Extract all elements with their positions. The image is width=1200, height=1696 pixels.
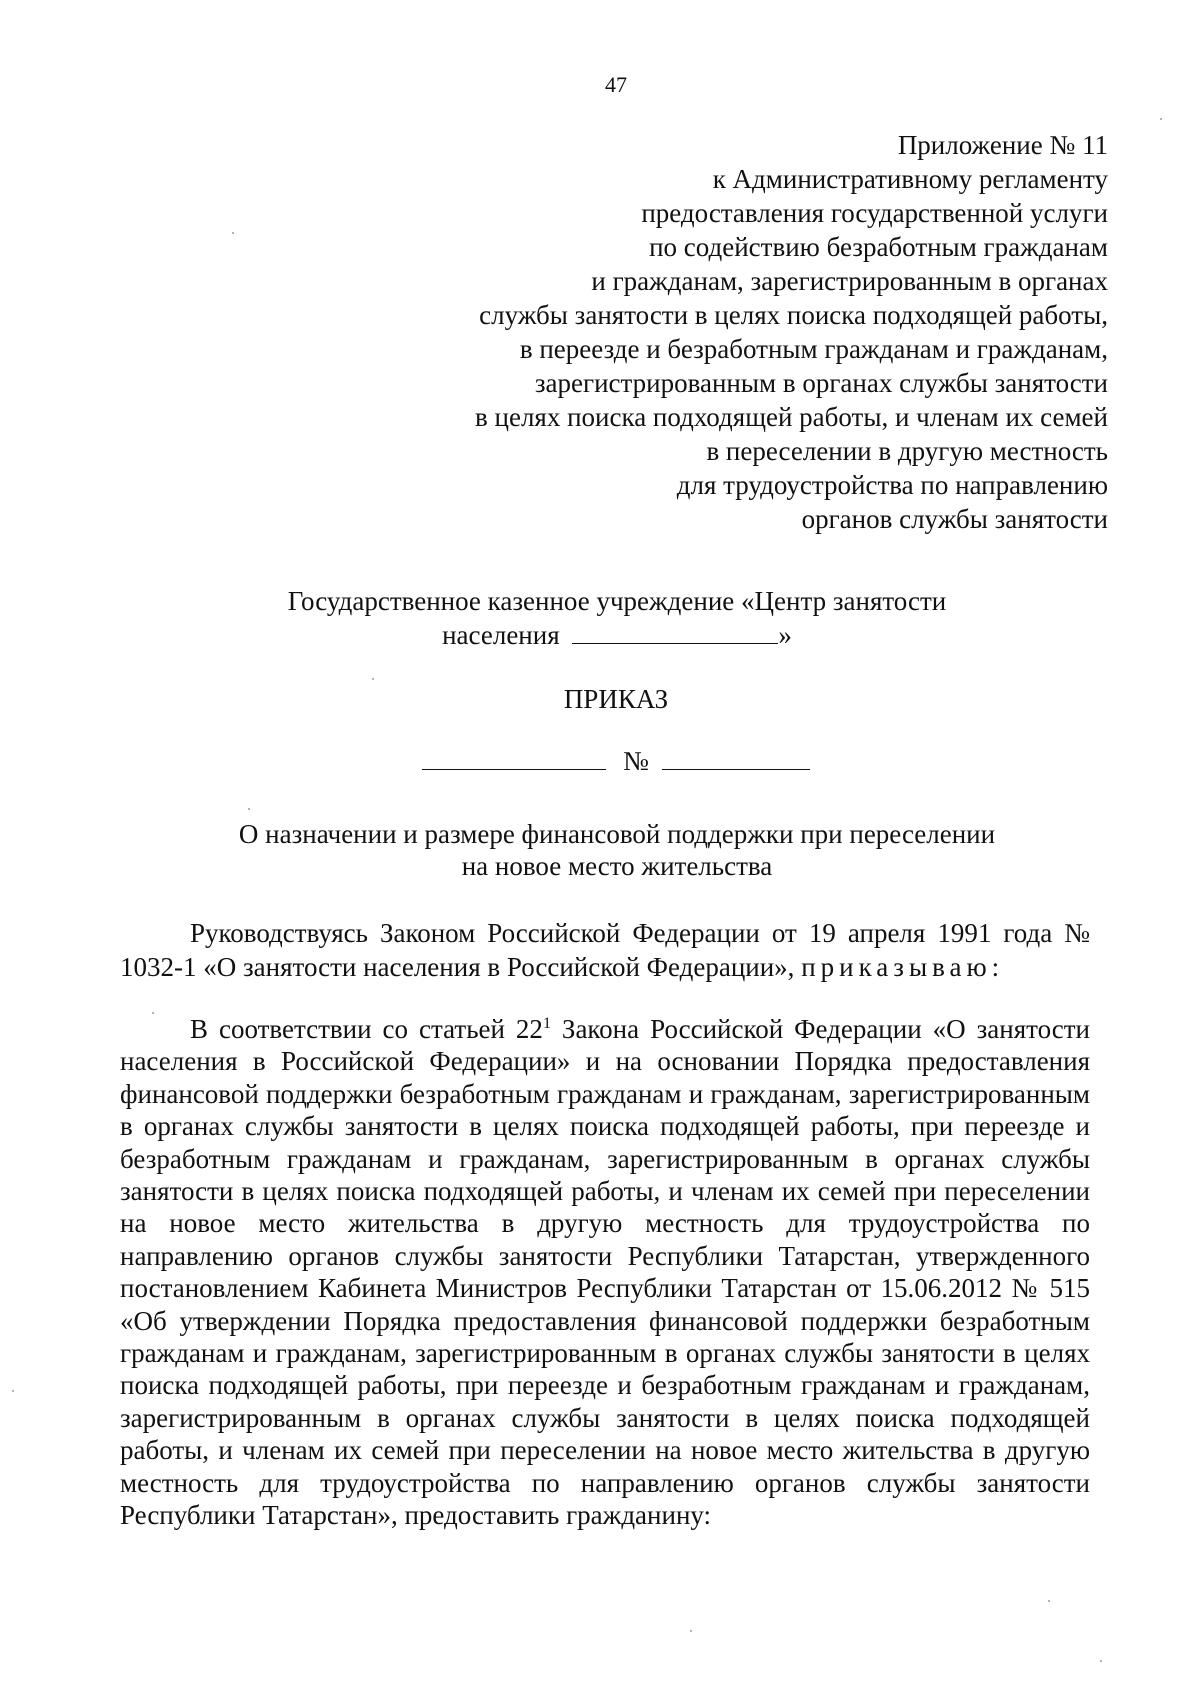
appendix-line: в переезде и безработным гражданам и гражданам, [519, 334, 1108, 364]
order-verb: приказываю: [801, 952, 1005, 982]
appendix-line: в переселении в другую местность [706, 436, 1108, 466]
organization-blank-field [572, 643, 778, 644]
appendix-line: предоставления государственной услуги [641, 198, 1108, 228]
appendix-line: к Административному регламенту [712, 164, 1108, 194]
body-text-start: В соответствии со статьей 22 [190, 1014, 543, 1044]
appendix-line: по содействию безработным гражданам [649, 232, 1108, 262]
appendix-line: и гражданам, зарегистрированным в органах [591, 266, 1108, 296]
scan-speck [232, 232, 234, 234]
scan-speck [372, 678, 374, 680]
appendix-line: в целях поиска подходящей работы, и членам их семей [475, 402, 1108, 432]
scan-speck [12, 1390, 14, 1392]
order-number-blank [662, 769, 810, 770]
organization-name [200, 584, 1034, 652]
preamble-paragraph [120, 916, 1090, 984]
scan-speck [1100, 1660, 1102, 1662]
order-subject [150, 818, 1084, 882]
appendix-header [475, 128, 1108, 536]
order-title: ПРИКАЗ [563, 684, 669, 714]
body-paragraph [120, 1013, 1090, 1532]
order-date-number [0, 744, 1200, 778]
page-number: 47 [605, 72, 627, 97]
order-date-blank [422, 769, 606, 770]
appendix-line: Приложение № 11 [897, 130, 1108, 160]
order-number-sign: № [623, 746, 649, 776]
preamble-text: Руководствуясь Законом Российской Федерации от 19 апреля 1991 года № 1032-1 «О занятости населения в Российской Федерации», [120, 918, 1090, 982]
organization-prefix: населения [442, 620, 560, 650]
appendix-line: зарегистрированным в органах службы занятости [534, 368, 1108, 398]
body-text-rest: Закона Российской Федерации «О занятости населения в Российской Федерации» и на основании Порядка предоставления финансовой поддержки безработным гражданам и гражданам, зарегистрированным в органах службы занятости в целях поиска подходящей работы, при переезде и безработным гражданам и гражданам, зарегистрированным в органах службы занятости в целях поиска подходящей работы, и членам их семей при переселении на новое место жительства в другую местность для трудоустройства по направлению органов службы занятости Республики Татарстан, утвержденного постановлением Кабинета Министров Республики Татарстан от 15.06.2012 № 515 «Об утверждении Порядка предоставления финансовой поддержки безработным гражданам и гражданам, зарегистрированным в органах службы занятости в целях поиска подходящей работы, при переезде и безработным гражданам и гражданам, зарегистрированным в органах службы занятости в целях поиска подходящей работы, и членам их семей при переселении на новое место жительства в другую местность для трудоустройства по направлению органов службы занятости Республики Татарстан», предоставить гражданину: [120, 1014, 1090, 1531]
subject-line-2: на новое место жительства [461, 851, 773, 881]
organization-line-1: Государственное казенное учреждение «Центр занятости [287, 586, 947, 616]
scan-speck [152, 1012, 154, 1014]
article-superscript: 1 [542, 1015, 551, 1032]
organization-line-2 [200, 618, 1034, 652]
scan-speck [248, 808, 250, 810]
organization-suffix: » [778, 620, 792, 650]
scan-speck [1048, 1600, 1050, 1602]
appendix-line: для трудоустройства по направлению [676, 470, 1108, 500]
appendix-line: службы занятости в целях поиска подходящей работы, [479, 300, 1108, 330]
subject-line-1: О назначении и размере финансовой поддержки при переселении [238, 819, 996, 849]
appendix-line: органов службы занятости [801, 504, 1108, 534]
scan-speck [1160, 118, 1162, 120]
scan-speck [690, 1630, 692, 1632]
